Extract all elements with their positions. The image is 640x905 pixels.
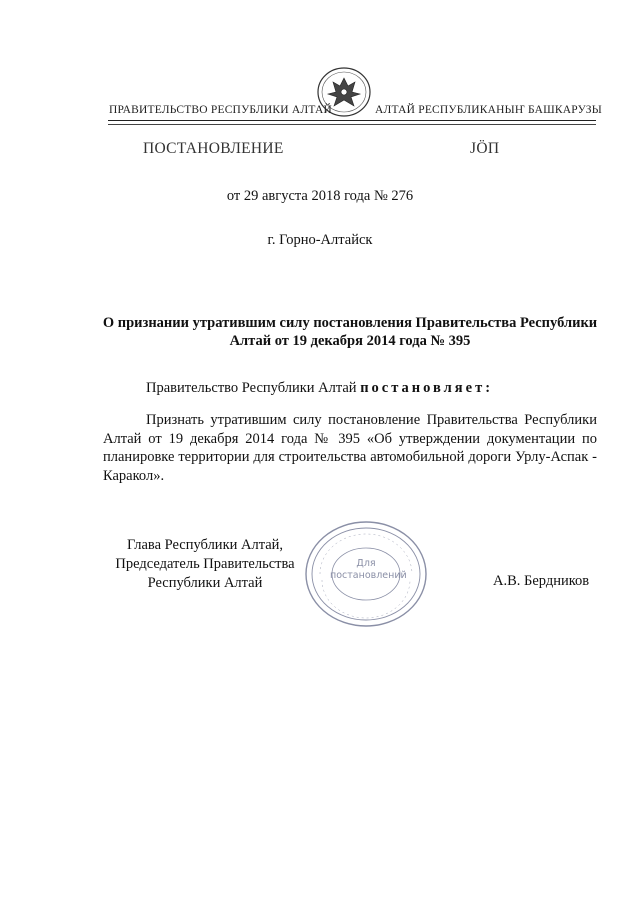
signatory-position xyxy=(100,536,310,593)
document-city: г. Горно-Алтайск xyxy=(267,232,373,248)
signatory-name: А.В. Бердников xyxy=(493,573,590,589)
preamble-prefix: Правительство Республики Алтай xyxy=(146,380,357,396)
document-title: О признании утратившим силу постановления Правительства Республики Алтай от 19 декабря 2014 года № 395 xyxy=(102,315,598,349)
stamp-line-1: Для xyxy=(356,558,376,569)
resolution-body: Признать утратившим силу постановление Правительства Республики Алтай от 19 декабря 2014 года № 395 «Об утверждении документации по планировке территории для строительства автомобильной дороги Урлу-Аспак - Каракол». xyxy=(103,412,597,484)
stamp-line-2: постановлений xyxy=(330,570,407,581)
header-rule-thin xyxy=(108,124,596,125)
doc-type-ru: ПОСТАНОВЛЕНИЕ xyxy=(143,140,284,157)
doc-type-alt: JÖП xyxy=(470,140,500,157)
preamble xyxy=(146,380,493,397)
signatory-position-line-2: Председатель Правительства xyxy=(115,556,295,572)
header-rule-thick xyxy=(108,120,596,121)
signatory-position-line-3: Республики Алтай xyxy=(147,575,263,591)
signatory-position-line-1: Глава Республики Алтай, xyxy=(126,537,284,553)
document-date-number: от 29 августа 2018 года № 276 xyxy=(226,188,414,204)
preamble-verb: постановляет: xyxy=(360,380,494,396)
header-ministry-alt: АЛТАЙ РЕСПУБЛИКАНЫҤ БАШКАРУЗЫ xyxy=(375,104,602,116)
stamp-center-text xyxy=(330,558,407,582)
header-ministry-ru: ПРАВИТЕЛЬСТВО РЕСПУБЛИКИ АЛТАЙ xyxy=(109,104,333,116)
